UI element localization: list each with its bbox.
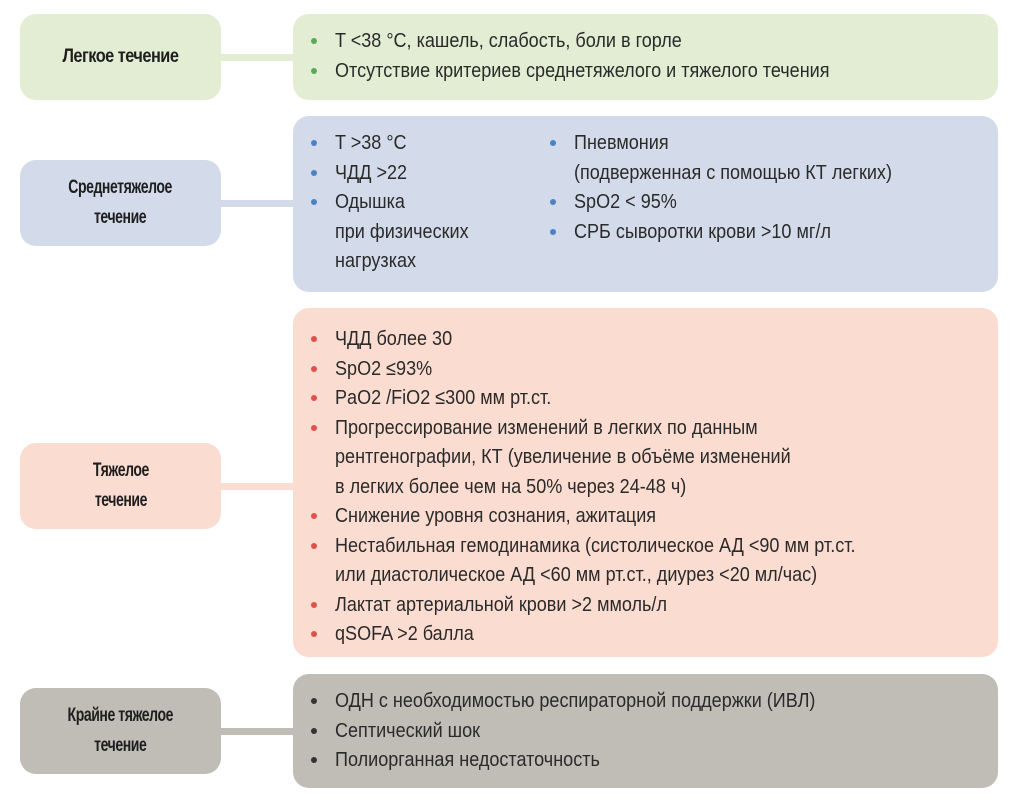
bullet-icon <box>311 336 317 342</box>
bullet-icon <box>311 631 317 637</box>
criteria-column-1 <box>311 128 550 276</box>
criteria-item: Снижение уровня сознания, ажитация <box>311 501 998 531</box>
severity-label-text: течение <box>94 207 147 228</box>
severity-label-severe <box>20 443 221 529</box>
bullet-icon <box>550 199 556 205</box>
bullet-icon <box>311 602 317 608</box>
criteria-item: T >38 °C <box>311 128 550 158</box>
bullet-icon <box>311 757 317 763</box>
criteria-item: ЧДД более 30 <box>311 324 998 354</box>
criteria-item: SpO2 ≤93% <box>311 354 998 384</box>
criteria-item: ОДН с необходимостью респираторной поддержки (ИВЛ) <box>311 686 998 716</box>
criteria-box-moderate <box>293 116 998 292</box>
bullet-icon <box>311 728 317 734</box>
criteria-item: PaO2 /FiO2 ≤300 мм рт.ст. <box>311 383 998 413</box>
criteria-item: Отсутствие критериев среднетяжелого и тяжелого течения <box>311 56 998 86</box>
severity-label-text: Тяжелое <box>92 460 149 481</box>
connector-line <box>221 54 293 61</box>
criteria-box-critical <box>293 674 998 788</box>
bullet-icon <box>311 543 317 549</box>
bullet-icon <box>311 140 317 146</box>
bullet-icon <box>550 140 556 146</box>
bullet-icon <box>311 366 317 372</box>
criteria-column-2 <box>550 128 998 276</box>
bullet-icon <box>550 229 556 235</box>
connector-line <box>221 728 293 735</box>
severity-label-critical <box>20 688 221 774</box>
severity-label-text: Крайне тяжелое <box>67 705 174 726</box>
criteria-item: T <38 °C, кашель, слабость, боли в горле <box>311 26 998 56</box>
bullet-icon <box>311 425 317 431</box>
connector-line <box>221 200 293 207</box>
criteria-item: Полиорганная недостаточность <box>311 745 998 775</box>
severity-label-text: Легкое течение <box>62 46 179 67</box>
bullet-icon <box>311 38 317 44</box>
criteria-item: СРБ сыворотки крови >10 мг/л <box>550 217 998 247</box>
criteria-box-severe <box>293 308 998 657</box>
severity-label-mild <box>20 14 221 100</box>
bullet-icon <box>311 170 317 176</box>
severity-label-text: Среднетяжелое <box>68 177 173 198</box>
criteria-item: Лактат артериальной крови >2 ммоль/л <box>311 590 998 620</box>
bullet-icon <box>311 199 317 205</box>
severity-label-text: течение <box>94 490 147 511</box>
criteria-item: Септический шок <box>311 716 998 746</box>
criteria-item: qSOFA >2 балла <box>311 619 998 649</box>
connector-line <box>221 483 293 490</box>
bullet-icon <box>311 513 317 519</box>
criteria-item: SpO2 < 95% <box>550 187 998 217</box>
criteria-item: Пневмония (подверженная с помощью КТ легких) <box>550 128 998 187</box>
bullet-icon <box>311 395 317 401</box>
severity-label-text: течение <box>94 735 147 756</box>
bullet-icon <box>311 698 317 704</box>
criteria-item: ЧДД >22 <box>311 158 550 188</box>
severity-label-moderate <box>20 160 221 246</box>
criteria-box-mild <box>293 14 998 100</box>
criteria-item: Нестабильная гемодинамика (систолическое АД <90 мм рт.ст. или диастолическое АД <60 мм рт.ст., диурез <20 мл/час) <box>311 531 998 590</box>
bullet-icon <box>311 68 317 74</box>
criteria-item: Прогрессирование изменений в легких по данным рентгенографии, КТ (увеличение в объёме изменений в легких более чем на 50% через 24-48 ч) <box>311 413 998 502</box>
criteria-item: Одышка при физических нагрузках <box>311 187 550 276</box>
